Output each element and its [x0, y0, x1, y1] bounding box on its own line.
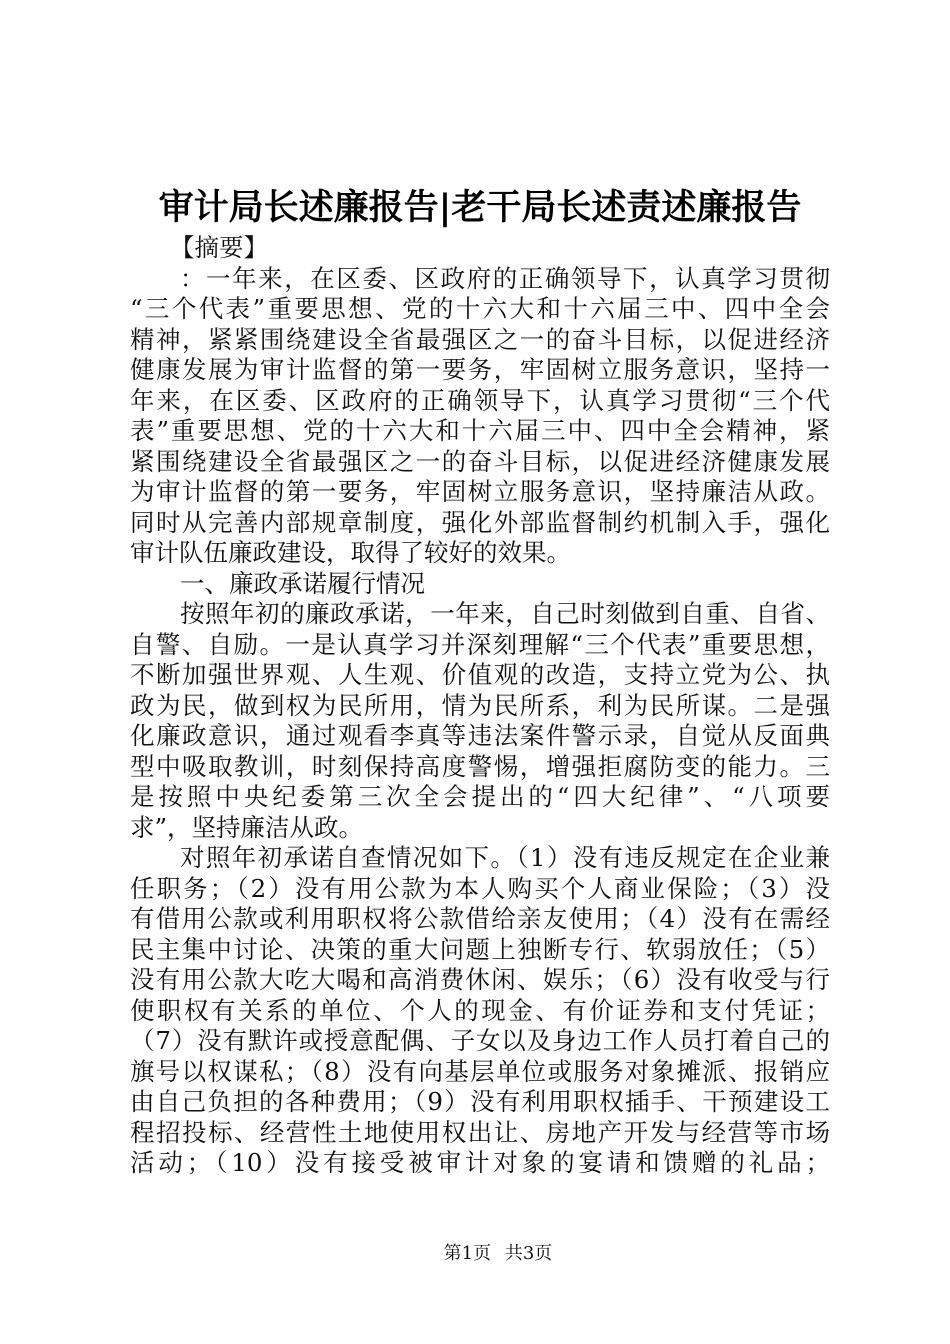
- abstract-label: 【摘要】: [170, 233, 268, 262]
- document-title: 审计局长述廉报告|老干局长述责述廉报告: [158, 187, 802, 228]
- text-line: 任职务；（2）没有用公款为本人购买个人商业保险；（3）没: [130, 873, 830, 903]
- self-check-paragraph: [130, 843, 830, 1179]
- text-line: 表”重要思想、党的十六大和十六届三中、四中全会精神，紧: [130, 416, 830, 445]
- page-number-footer: 第1页 共3页: [443, 1243, 553, 1264]
- text-line: （7）没有默许或授意配偶、子女以及身边工作人员打着自己的: [130, 1026, 830, 1055]
- text-line: 使职权有关系的单位、个人的现金、有价证券和支付凭证；: [130, 995, 830, 1025]
- text-line: 同时从完善内部规章制度，强化外部监督制约机制入手，强化: [130, 507, 830, 537]
- commitment-paragraph: [130, 599, 830, 843]
- text-line: 健康发展为审计监督的第一要务，牢固树立服务意识，坚持一: [130, 355, 830, 384]
- text-line: 没有用公款大吃大喝和高消费休闲、娱乐；（6）没有收受与行: [130, 965, 830, 994]
- text-line: 年来，在区委、区政府的正确领导下，认真学习贯彻“三个代: [130, 385, 830, 415]
- text-line: “三个代表”重要思想、党的十六大和十六届三中、四中全会: [130, 294, 830, 323]
- text-line: 程招投标、经营性土地使用权出让、房地产开发与经营等市场: [130, 1117, 830, 1147]
- document-body: [130, 233, 830, 1179]
- text-line: 化廉政意识，通过观看李真等违法案件警示录，自觉从反面典: [130, 721, 830, 750]
- text-line: 不断加强世界观、人生观、价值观的改造，支持立党为公、执: [130, 660, 830, 689]
- text-line: 民主集中讨论、决策的重大问题上独断专行、软弱放任；（5）: [130, 934, 830, 964]
- text-line: 为审计监督的第一要务，牢固树立服务意识，坚持廉洁从政。: [130, 477, 830, 506]
- text-line: 是按照中央纪委第三次全会提出的“四大纪律”、“八项要: [130, 782, 830, 811]
- abstract-paragraph: [130, 264, 830, 569]
- text-line: 型中吸取教训，时刻保持高度警惕，增强拒腐防变的能力。三: [130, 751, 830, 781]
- text-line: 由自己负担的各种费用；（9）没有利用职权插手、干预建设工: [130, 1087, 830, 1116]
- text-line: 按照年初的廉政承诺，一年来，自己时刻做到自重、自省、: [180, 599, 830, 628]
- text-line: 精神，紧紧围绕建设全省最强区之一的奋斗目标，以促进经济: [130, 324, 830, 354]
- text-line: 旗号以权谋私；（8）没有向基层单位或服务对象摊派、报销应: [130, 1056, 830, 1086]
- section-heading: 一、廉政承诺履行情况: [180, 568, 425, 598]
- text-line: 活动；（10）没有接受被审计对象的宴请和馈赠的礼品；: [130, 1148, 830, 1177]
- text-line: ：一年来，在区委、区政府的正确领导下，认真学习贯彻: [180, 263, 830, 293]
- text-line: 政为民，做到权为民所用，情为民所系，利为民所谋。二是强: [130, 690, 830, 720]
- text-line: 求”，坚持廉洁从政。: [130, 812, 364, 842]
- text-line: 自警、自励。一是认真学习并深刻理解“三个代表”重要思想，: [130, 629, 830, 659]
- text-line: 对照年初承诺自查情况如下。（1）没有违反规定在企业兼: [180, 843, 830, 872]
- text-line: 审计队伍廉政建设，取得了较好的效果。: [130, 538, 571, 567]
- text-line: 有借用公款或利用职权将公款借给亲友使用；（4）没有在需经: [130, 904, 830, 933]
- text-line: 紧围绕建设全省最强区之一的奋斗目标，以促进经济健康发展: [130, 446, 830, 476]
